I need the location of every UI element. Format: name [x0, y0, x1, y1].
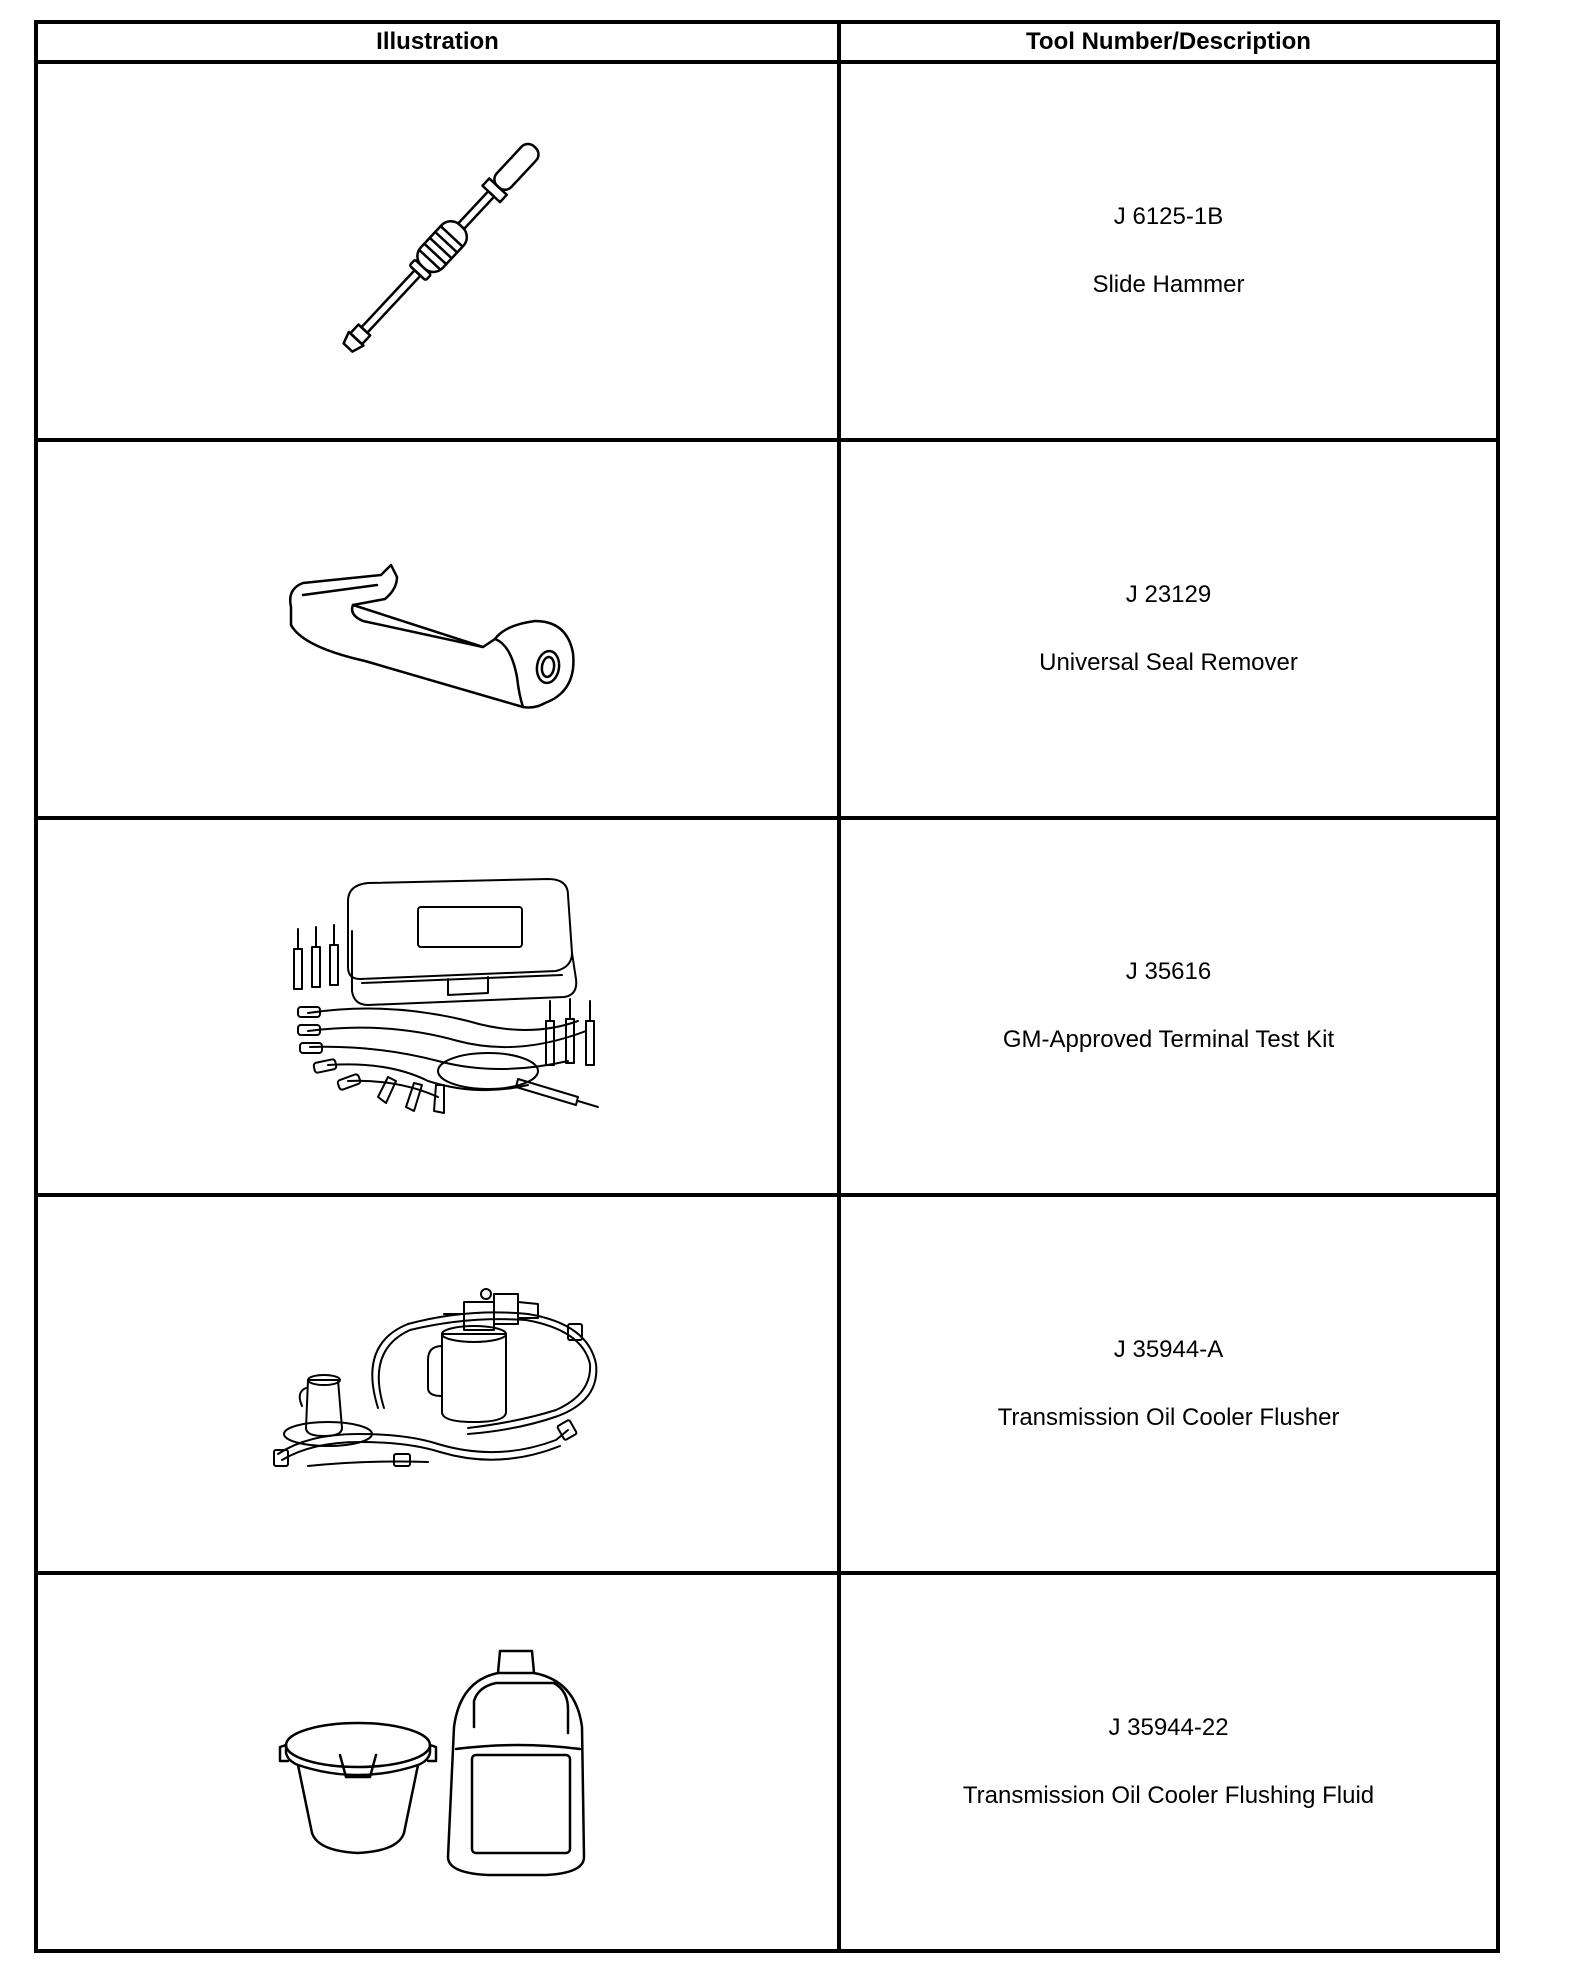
- tool-name: Slide Hammer: [1092, 270, 1245, 298]
- tool-number: J 35944-22: [1108, 1714, 1229, 1742]
- table-row: [36, 818, 1498, 1196]
- tool-description-cell: [839, 1573, 1498, 1951]
- slide-hammer-icon: [288, 121, 588, 381]
- illustration-cell: [36, 1573, 839, 1951]
- illustration-cell: [36, 818, 839, 1196]
- tool-name: GM-Approved Terminal Test Kit: [1002, 1026, 1335, 1054]
- special-tools-table: [34, 20, 1500, 1953]
- tool-description-cell: [839, 440, 1498, 818]
- table-row: [36, 62, 1498, 440]
- table-header-row: [36, 22, 1498, 62]
- tool-description-cell: [839, 818, 1498, 1196]
- tool-name: Transmission Oil Cooler Flusher: [997, 1404, 1340, 1432]
- tool-number: J 23129: [1125, 580, 1212, 608]
- tool-name: Transmission Oil Cooler Flushing Fluid: [962, 1782, 1375, 1810]
- illustration-header: Illustration: [36, 22, 839, 62]
- flushing-fluid-icon: [278, 1637, 598, 1887]
- illustration-cell: [36, 1195, 839, 1573]
- illustration-cell: [36, 62, 839, 440]
- tool-number: J 35944-A: [1113, 1336, 1224, 1364]
- table-row: [36, 440, 1498, 818]
- oil-cooler-flusher-icon: [268, 1284, 608, 1484]
- tool-description-cell: [839, 1195, 1498, 1573]
- tool-number: J 6125-1B: [1113, 202, 1224, 230]
- tool-number: J 35616: [1125, 958, 1212, 986]
- table-row: [36, 1195, 1498, 1573]
- terminal-test-kit-icon: [268, 871, 608, 1141]
- illustration-cell: [36, 440, 839, 818]
- tool-description-cell: [839, 62, 1498, 440]
- tool-description-header: Tool Number/Description: [839, 22, 1498, 62]
- seal-remover-icon: [273, 529, 603, 729]
- table-row: [36, 1573, 1498, 1951]
- tool-name: Universal Seal Remover: [1039, 648, 1298, 676]
